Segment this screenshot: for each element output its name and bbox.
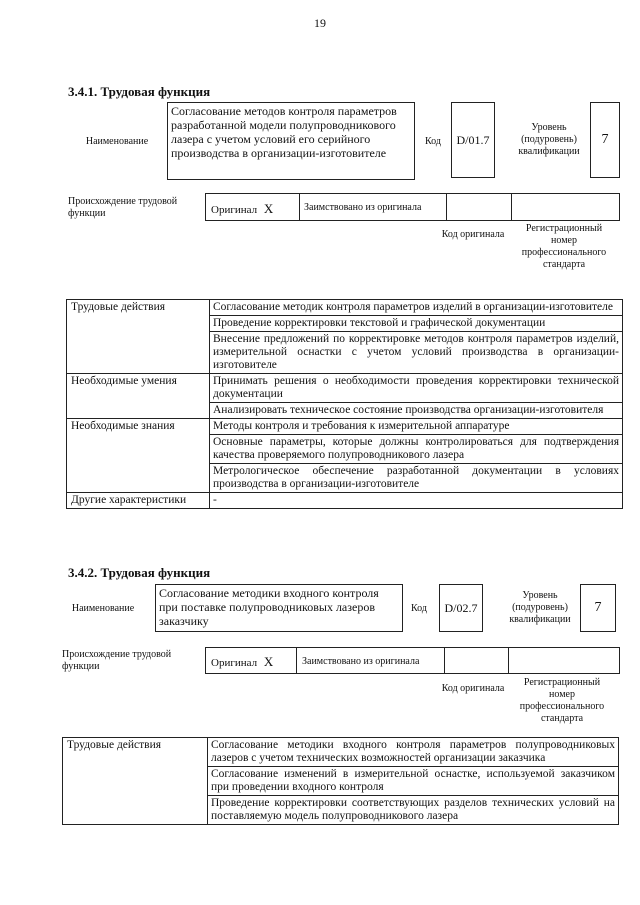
table-row [67,493,623,509]
row-item: Проведение корректировки текстовой и графической документации [210,316,623,332]
section-title: 3.4.2. Трудовая функция [68,565,211,580]
divider [299,194,300,220]
actions-table [66,299,623,509]
row-label: Необходимые знания [67,419,210,493]
divider [296,648,297,673]
table-row [67,300,623,316]
origin-row [205,193,620,221]
origin-label: Происхождение трудовой функции [62,649,172,672]
code-label: Код [425,135,441,147]
row-label: Другие характеристики [67,493,210,509]
row-item: Согласование методик контроля параметров изделий в организации-изготовителе [210,300,623,316]
name-label: Наименование [71,602,135,614]
row-label: Трудовые действия [67,300,210,374]
name-label: Наименование [85,135,149,147]
table-row [63,738,619,767]
level-value-box: 7 [590,102,620,178]
code-value-box: D/02.7 [439,584,483,632]
divider [508,648,509,673]
code-label: Код [411,602,427,614]
level-label: Уровень (подуровень) квалификации [518,122,580,157]
table-row [67,374,623,403]
row-item: Основные параметры, которые должны контролироваться для подтверждения качества проверяемого полупроводникового лазера [210,435,623,464]
borrowed-label: Заимствовано из оригинала [304,202,422,213]
divider [446,194,447,220]
function-name-box: Согласование методов контроля параметров разработанной модели полупроводникового лазера с учетом условий его серийного производства в организации-изготовителе [167,102,415,180]
row-item: - [210,493,623,509]
function-name-box: Согласование методики входного контроля при поставке полупроводниковых лазеров заказчику [155,584,403,632]
origin-label: Происхождение трудовой функции [68,196,178,219]
row-item: Согласование изменений в измерительной оснастке, используемой заказчиком при проведении входного контроля [208,767,619,796]
row-item: Методы контроля и требования к измерительной аппаратуре [210,419,623,435]
section-title: 3.4.1. Трудовая функция [68,84,211,99]
actions-table [62,737,619,825]
divider [444,648,445,673]
row-label: Трудовые действия [63,738,208,825]
row-item: Проведение корректировки соответствующих разделов технических условий на поставляемую модель полупроводникового лазера [208,796,619,825]
table-row [67,419,623,435]
original-mark: X [263,654,274,669]
original-cell [211,654,273,670]
page-number: 19 [314,16,326,30]
divider [511,194,512,220]
level-label: Уровень (подуровень) квалификации [509,590,571,625]
origin-row [205,647,620,674]
level-value-box: 7 [580,584,616,632]
row-item: Внесение предложений по корректировке методов контроля параметров изделий, измерительной оснастки с учетом условий производства в организации-изготовителе [210,332,623,374]
original-cell [211,201,273,217]
row-item: Согласование методики входного контроля параметров полупроводниковых лазеров с учетом технических возможностей организации заказчика [208,738,619,767]
reg-number-label: Регистрационный номер профессионального стандарта [519,677,605,724]
original-mark: X [263,201,274,216]
row-label: Необходимые умения [67,374,210,419]
origin-code-label: Код оригинала [441,229,505,240]
row-item: Метрологическое обеспечение разработанной документации в условиях производства в организации-изготовителе [210,464,623,493]
borrowed-label: Заимствовано из оригинала [302,656,420,667]
origin-code-label: Код оригинала [441,683,505,694]
reg-number-label: Регистрационный номер профессионального стандарта [521,223,607,270]
original-label: Оригинал [211,204,258,216]
code-value-box: D/01.7 [451,102,495,178]
original-label: Оригинал [211,657,258,669]
row-item: Анализировать техническое состояние производства организации-изготовителя [210,403,623,419]
row-item: Принимать решения о необходимости проведения корректировки технической документации [210,374,623,403]
